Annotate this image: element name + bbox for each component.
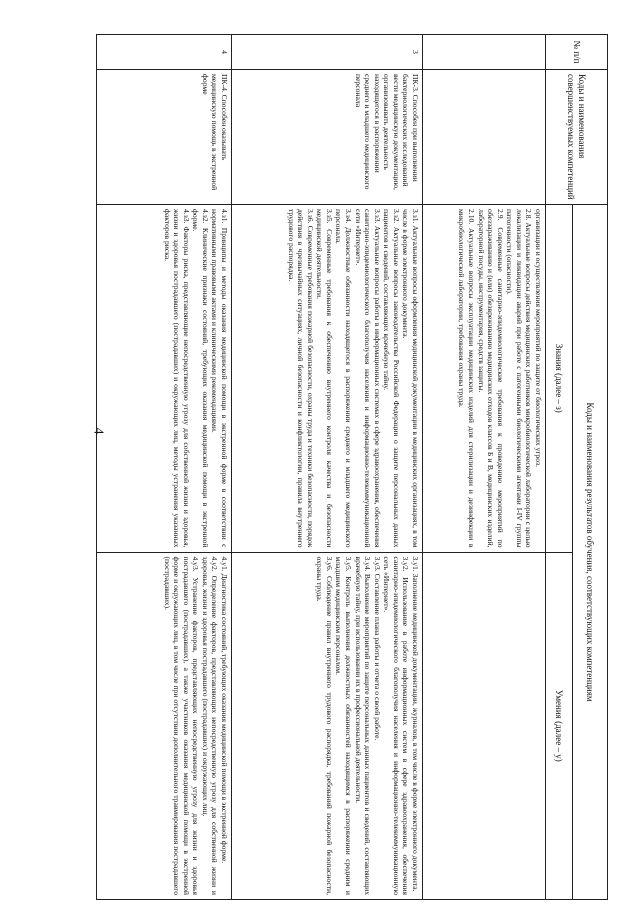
skill-item: 3.у1. Заполнение медицинской документации, журналов, в том числе в форме электронного документа. — [411, 556, 420, 892]
knowledge-item: организации и осуществления мероприятий по защите от биологических угроз. — [534, 209, 543, 468]
skill-item: 3.у6. Соблюдение правил внутреннего трудового распорядка, требований пожарной безопасности, охраны труда. — [315, 556, 334, 895]
row-knowledge — [232, 205, 423, 553]
knowledge-item: 3.з4. Должностные обязанности находящегося в распоряжении среднего и младшего медицинского персонала. — [334, 209, 354, 548]
row-number: 3 — [232, 35, 423, 70]
knowledge-item: 3.з2. Актуальные вопросы законодательства Российской Федерации о защите персональных данных пациентов и сведений, составляющих врачебную тайну. — [382, 209, 401, 548]
skill-item: 4.у3. Устранение факторов, представляющих непосредственную угрозу для жизни и здоровья пострадавшего (пострадавших), а также участников оказания медицинской помощи в экстренной форме и окружающих лиц, в том числе при отсутствии дополнительного травмирования пострадавшего (пострадавших). — [162, 556, 201, 895]
table-row — [232, 35, 423, 900]
row-competence: ПК-4. Способен оказывать медицинскую помощь в экстренной форме — [97, 70, 232, 205]
row-number: 4 — [97, 35, 232, 70]
knowledge-item: 3.з1. Актуальные вопросы оформления медицинской документации в медицинских организациях, в том числе в форме электронного документа. — [401, 209, 420, 548]
row-number — [423, 35, 546, 70]
header-skills: Умения (далее – у) — [546, 552, 573, 900]
knowledge-item: 2.10. Актуальные вопросы эксплуатации медицинских изделий для стерилизации и дезинфекции в микробиологической лаборатории, требования охраны труда. — [457, 209, 477, 548]
knowledge-item: 4.з1. Принципы и методы оказания медицинской помощи в экстренной форме в соответствии с нормативными правовыми актами и клиническими рекомендациями. — [210, 209, 229, 548]
skill-item: 3.у4. Выполнение мероприятий по защите персональных данных пациентов и сведений, составляющих врачебную тайну, при использовании их в профессиональной деятельности. — [353, 556, 373, 895]
knowledge-item: 3.з5. Современные требования к обеспечению внутреннего контроля качества и безопасности медицинской деятельности. — [315, 209, 334, 548]
skill-item: 3.у5. Контроль выполнения должностных обязанностей находящимся в распоряжении средним и младшим медицинским персоналом. — [334, 556, 354, 895]
table-row — [423, 35, 546, 900]
header-competence-codes: Коды и наименования совершенствуемых компетенций — [546, 70, 608, 205]
knowledge-item: 2.9. Современные санитарно-эпидемиологические требования к проведению мероприятий по обеззараживанию и (или) обезвреживанию медицинских отходов классов Б и В, медицинских изделий, лабораторной посуды, инструментария, средств защиты. — [476, 209, 505, 548]
header-learning-results: Коды и наименования результатов обучения, соответствующих компетенциям — [573, 205, 608, 900]
knowledge-item: 2.8. Актуальные вопросы действия медицинских работников микробиологической лаборатории с целью локализации и ликвидации аварий при работе с патогенными биологическими агентами I-IV группы патогенности (опасности). — [505, 209, 534, 548]
competence-table — [96, 34, 608, 900]
row-skills — [97, 552, 232, 900]
knowledge-item: 3.з3. Актуальные вопросы работы в информационных системах в сфере здравоохранения, обеспечения санитарно-эпидемиологического благополучия населения и информационно-телекоммуникационной сети «Интернет». — [353, 209, 382, 548]
skill-item: 3.у3. Составление плана работы и отчета о своей работе. — [372, 556, 382, 741]
table-row — [97, 35, 232, 900]
page-number: 4 — [90, 427, 106, 435]
knowledge-item: 4.з3. Факторы риска, представляющие непосредственную угрозу для собственной жизни и здоровья, жизни и здоровья пострадавшего (пострадавших) и окружающих лиц, методы устранения указанных факторов риска. — [162, 209, 191, 548]
row-knowledge — [97, 205, 232, 553]
knowledge-item: 4.з2. Клинические признаки состояний, требующих оказания медицинской помощи в экстренной форме. — [191, 209, 210, 548]
header-knowledge: Знания (далее – з) — [546, 205, 573, 553]
skill-item: 3.у2. Использование в работе информационных систем в сфере здравоохранения, обеспечения санитарно-эпидемиологического благополучия населения и информационно-телекоммуникационную сеть «Интернет». — [382, 556, 411, 895]
knowledge-item: 3.з6. Современные требования пожарной безопасности, охраны труда и техники безопасности, порядок действия в чрезвычайных ситуациях, личной безопасности и конфликтологии, правила внутреннего трудового распорядка. — [286, 209, 315, 548]
table-header-row — [573, 35, 608, 900]
rotated-table-wrapper — [96, 34, 608, 900]
row-skills — [423, 552, 546, 900]
row-knowledge — [423, 205, 546, 553]
skill-item: 4.у1. Диагностика состояний, требующих оказания медицинской помощи в экстренной форме. — [220, 556, 229, 864]
row-skills — [232, 552, 423, 900]
row-competence: ПК-3. Способен при выполнении бактериологических исследований вести медицинскую документацию, организовывать деятельность находящегося в распоряжении среднего и младшего медицинского персонала — [232, 70, 423, 205]
row-competence — [423, 70, 546, 205]
skill-item: 4.у2. Определение факторов, представляющих непосредственную угрозу для собственной жизни и здоровья, жизни и здоровья пострадавшего (пострадавших) и окружающих лиц. — [200, 556, 220, 895]
header-number: № п/п — [546, 35, 608, 70]
